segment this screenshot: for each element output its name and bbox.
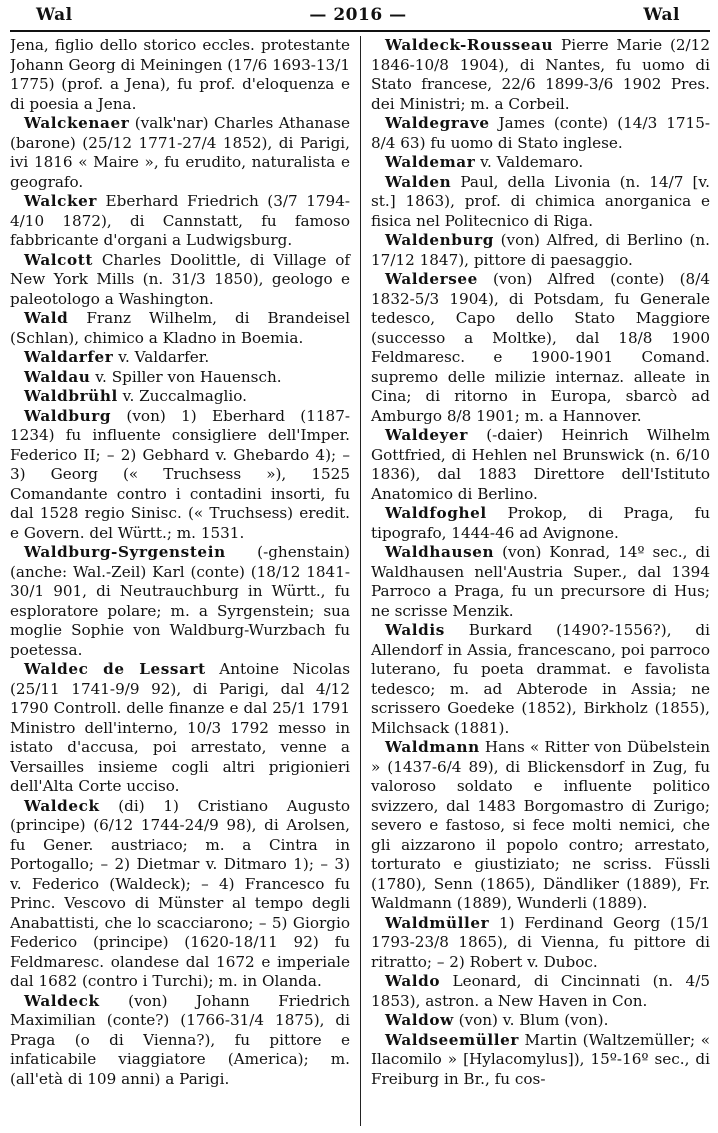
dictionary-entry: [371, 914, 710, 973]
entry-headword: Waldenburg: [385, 231, 494, 249]
dictionary-entry: [10, 797, 350, 992]
dictionary-entry: [10, 660, 350, 797]
dictionary-entry: [371, 621, 710, 738]
entry-headword: Waldemar: [385, 153, 476, 171]
entry-headword: Waldmann: [385, 738, 480, 756]
dictionary-entry: [10, 992, 350, 1090]
entry-text: (valk'nar) Charles Athanase (barone) (25/12 1771-27/4 1852), di Parigi, ivi 1816 « Maire », fu erudito, naturalista e geografo.: [10, 114, 350, 191]
entry-text: (-ghenstain) (anche: Wal.-Zeil) Karl (conte) (18/12 1841-30/1 901, di Neutrauchburg in Württ., fu esploratore polare; m. a Syrgenstein; sua moglie Sophie von Waldburg-Wurzbach fu poetessa.: [10, 543, 350, 659]
entry-text: Prokop, di Praga, fu tipografo, 1444-46 ad Avignone.: [371, 504, 710, 542]
header-right-guideword: Wal: [643, 5, 680, 25]
entry-headword: Walden: [385, 172, 452, 191]
page-number: — 2016 —: [309, 5, 407, 25]
entry-headword: Waldhausen: [385, 543, 495, 561]
entry-text: 1) Ferdinand Georg (15/1 1793-23/8 1865), di Vienna, fu pittore di ritratto; – 2) Robert v. Duboc.: [371, 913, 710, 971]
entry-text: Charles Doolittle, di Village of New York Mills (n. 31/3 1850), geologo e paleotologo a Washington.: [10, 250, 350, 308]
dictionary-entry: [10, 251, 350, 310]
page-header: [10, 0, 710, 30]
dictionary-entry: [371, 173, 710, 232]
entry-text: Paul, della Livonia (n. 14/7 [v. st.] 1863), prof. di chimica anorganica e fisica nel Politecnico di Riga.: [371, 172, 710, 230]
entry-text: (von) Alfred (conte) (8/4 1832-5/3 1904), di Potsdam, fu Generale tedesco, Capo dello Stato Maggiore (successo a Moltke), dal 18/8 1900 Feldmaresc. e 1900-1901 Comand. supremo delle milizie internaz. alleate in Cina; di ritorno in Europa, sbarcò ad Amburgo 8/8 1901; m. a Hannover.: [371, 270, 710, 425]
entry-headword: Waldarfer: [24, 348, 114, 366]
dictionary-entry: [10, 387, 350, 407]
entry-headword: Waldeyer: [385, 426, 468, 444]
dictionary-entry: [371, 36, 710, 114]
entry-text: Martin (Waltzemüller; « Ilacomilo » [Hylacomylus]), 15º-16º sec., di Freiburg in Br., fu cos-: [371, 1030, 710, 1088]
entry-text: Burkard (1490?-1556?), di Allendorf in Assia, francescano, poi parroco luterano, fu poeta drammat. e favolista tedesco; m. ad Abterode in Assia; ne scrissero Goedeke (1852), Birkholz (1855), Milchsack (1881).: [371, 621, 710, 737]
header-rule: [10, 30, 710, 32]
entry-headword: Walckenaer: [24, 114, 130, 132]
dictionary-entry: [371, 504, 710, 543]
entry-text: Antoine Nicolas (25/11 1741-9/9 92), di Parigi, dal 4/12 1790 Controll. delle finanze e dal 25/1 1791 Ministro dell'interno, 10/3 1792 messo in istato d'accusa, poi arrestato, venne a Versailles insieme cogli altri prigionieri dell'Alta Corte ucciso.: [10, 660, 351, 795]
entry-headword: Wald: [24, 309, 69, 327]
entry-headword: Waldow: [385, 1011, 454, 1029]
dictionary-entry: [371, 1011, 710, 1031]
entry-text: v. Spiller von Hauensch.: [90, 367, 282, 386]
entry-headword: Waldmüller: [385, 913, 490, 932]
dictionary-entry: [10, 192, 350, 251]
dictionary-entry: [371, 1031, 710, 1090]
entry-text: Eberhard Friedrich (3/7 1794-4/10 1872), di Cannstatt, fu famoso fabbricante d'organi a Ludwigsburg.: [10, 192, 350, 249]
entry-headword: Waldis: [385, 621, 445, 639]
entry-text: v. Valdarfer.: [113, 348, 210, 366]
entry-text: Pierre Marie (2/12 1846-10/8 1904), di Nantes, fu uomo di Stato francese, 22/6 1899-3/6 1902 Pres. dei Ministri; m. a Corbeil.: [371, 36, 710, 113]
entry-headword: Waldeck: [24, 796, 100, 815]
entry-headword: Waldegrave: [385, 114, 490, 132]
entry-headword: Walcott: [24, 250, 93, 269]
dictionary-entry: [10, 36, 350, 114]
dictionary-entry: [371, 231, 710, 270]
dictionary-entry: [371, 972, 710, 1011]
entry-text: (von) Alfred, di Berlino (n. 17/12 1847), pittore di paesaggio.: [371, 231, 710, 269]
entry-text: (di) 1) Cristiano Augusto (principe) (6/12 1744-24/9 98), di Arolsen, fu Gener. austriaco; m. a Cintra in Portogallo; – 2) Dietmar v. Ditmaro 1); – 3) v. Federico (Waldeck); – 4) Francesco fu Princ. Vescovo di Münster al tempo degli Anabattisti, che lo scacciarono; – 5) Giorgio Federico (principe) (1620-18/11 92) fu Feldmaresc. olandese dal 1672 e imperiale dal 1682 (contro i Turchi); m. in Olanda.: [10, 796, 350, 990]
entry-headword: Waldbrühl: [24, 387, 118, 405]
dictionary-entry: [10, 348, 350, 368]
entry-headword: Waldersee: [385, 270, 478, 288]
entry-headword: Waldeck-Rousseau: [385, 36, 554, 54]
dictionary-entry: [371, 426, 710, 504]
dictionary-entry: [10, 114, 350, 192]
entry-headword: Waldfoghel: [385, 504, 487, 522]
entry-headword: Waldeck: [24, 991, 100, 1010]
dictionary-entry: [371, 153, 710, 173]
entry-text: v. Valdemaro.: [475, 153, 584, 171]
dictionary-entry: [371, 270, 710, 426]
header-left-guideword: Wal: [36, 5, 73, 25]
entry-headword: Waldseemüller: [385, 1030, 519, 1049]
entry-headword: Walcker: [24, 192, 97, 210]
text-columns: [10, 36, 710, 1126]
right-column: [360, 36, 710, 1126]
dictionary-entry: [10, 407, 350, 544]
dictionary-entry: [10, 309, 350, 348]
dictionary-entry: [371, 114, 710, 153]
entry-text: Franz Wilhelm, di Brandeisel (Schlan), chimico a Kladno in Boemia.: [10, 309, 350, 347]
entry-text: James (conte) (14/3 1715-8/4 63) fu uomo di Stato inglese.: [371, 114, 710, 152]
dictionary-entry: [10, 543, 350, 660]
entry-headword: Waldo: [385, 972, 441, 990]
dictionary-entry: [371, 543, 710, 621]
entry-text: (von) v. Blum (von).: [453, 1011, 609, 1029]
dictionary-entry: [371, 738, 710, 914]
entry-text: v. Zuccalmaglio.: [117, 387, 247, 405]
entry-text: Leonard, di Cincinnati (n. 4/5 1853), astron. a New Haven in Con.: [371, 972, 710, 1010]
entry-text: Jena, figlio dello storico eccles. protestante Johann Georg di Meiningen (17/6 1693-13/1 1775) (prof. a Jena), fu prof. d'eloquenza e di poesia a Jena.: [10, 36, 350, 113]
left-column: [10, 36, 360, 1126]
entry-headword: Waldburg: [24, 406, 112, 425]
entry-text: Hans « Ritter von Dübelstein » (1437-6/4 89), di Blickensdorf in Zug, fu valoroso soldato e influente politico svizzero, dal 1483 Borgomastro di Zurigo; severo e fastoso, si fece molti nemici, che gli aizzarono il popolo contro; arrestato, torturato e giustiziato; ne scriss. Füssli (1780), Senn (1865), Dändliker (1889), Fr. Waldmann (1889), Wunderli (1889).: [371, 738, 710, 912]
entry-headword: Waldburg-Syrgenstein: [24, 543, 226, 561]
entry-text: (von) Johann Friedrich Maximilian (conte?) (1766-31/4 1875), di Praga (o di Vienna?), fu pittore e infaticabile viaggiatore (America); m. (all'età di 109 anni) a Parigi.: [10, 991, 350, 1088]
entry-text: (von) 1) Eberhard (1187-1234) fu influente consigliere dell'Imper. Federico II; – 2) Gebhard v. Ghebardo 4); – 3) Georg (« Truchsess »), 1525 Comandante contro i contadini insorti, fu dal 1528 regio Sinisc. (« Truchsess) eredit. e Govern. del Württ.; m. 1531.: [10, 406, 350, 542]
entry-headword: Waldec de Lessart: [24, 660, 206, 678]
dictionary-entry: [10, 368, 350, 388]
entry-text: (von) Konrad, 14º sec., di Waldhausen nell'Austria Super., dal 1394 Parroco a Praga, fu un precursore di Hus; ne scrisse Menzik.: [371, 543, 710, 620]
entry-headword: Waldau: [24, 367, 91, 386]
entry-text: (-daier) Heinrich Wilhelm Gottfried, di Hehlen nel Brunswick (n. 6/10 1836), dal 1883 Direttore dell'Istituto Anatomico di Berlino.: [371, 426, 710, 503]
